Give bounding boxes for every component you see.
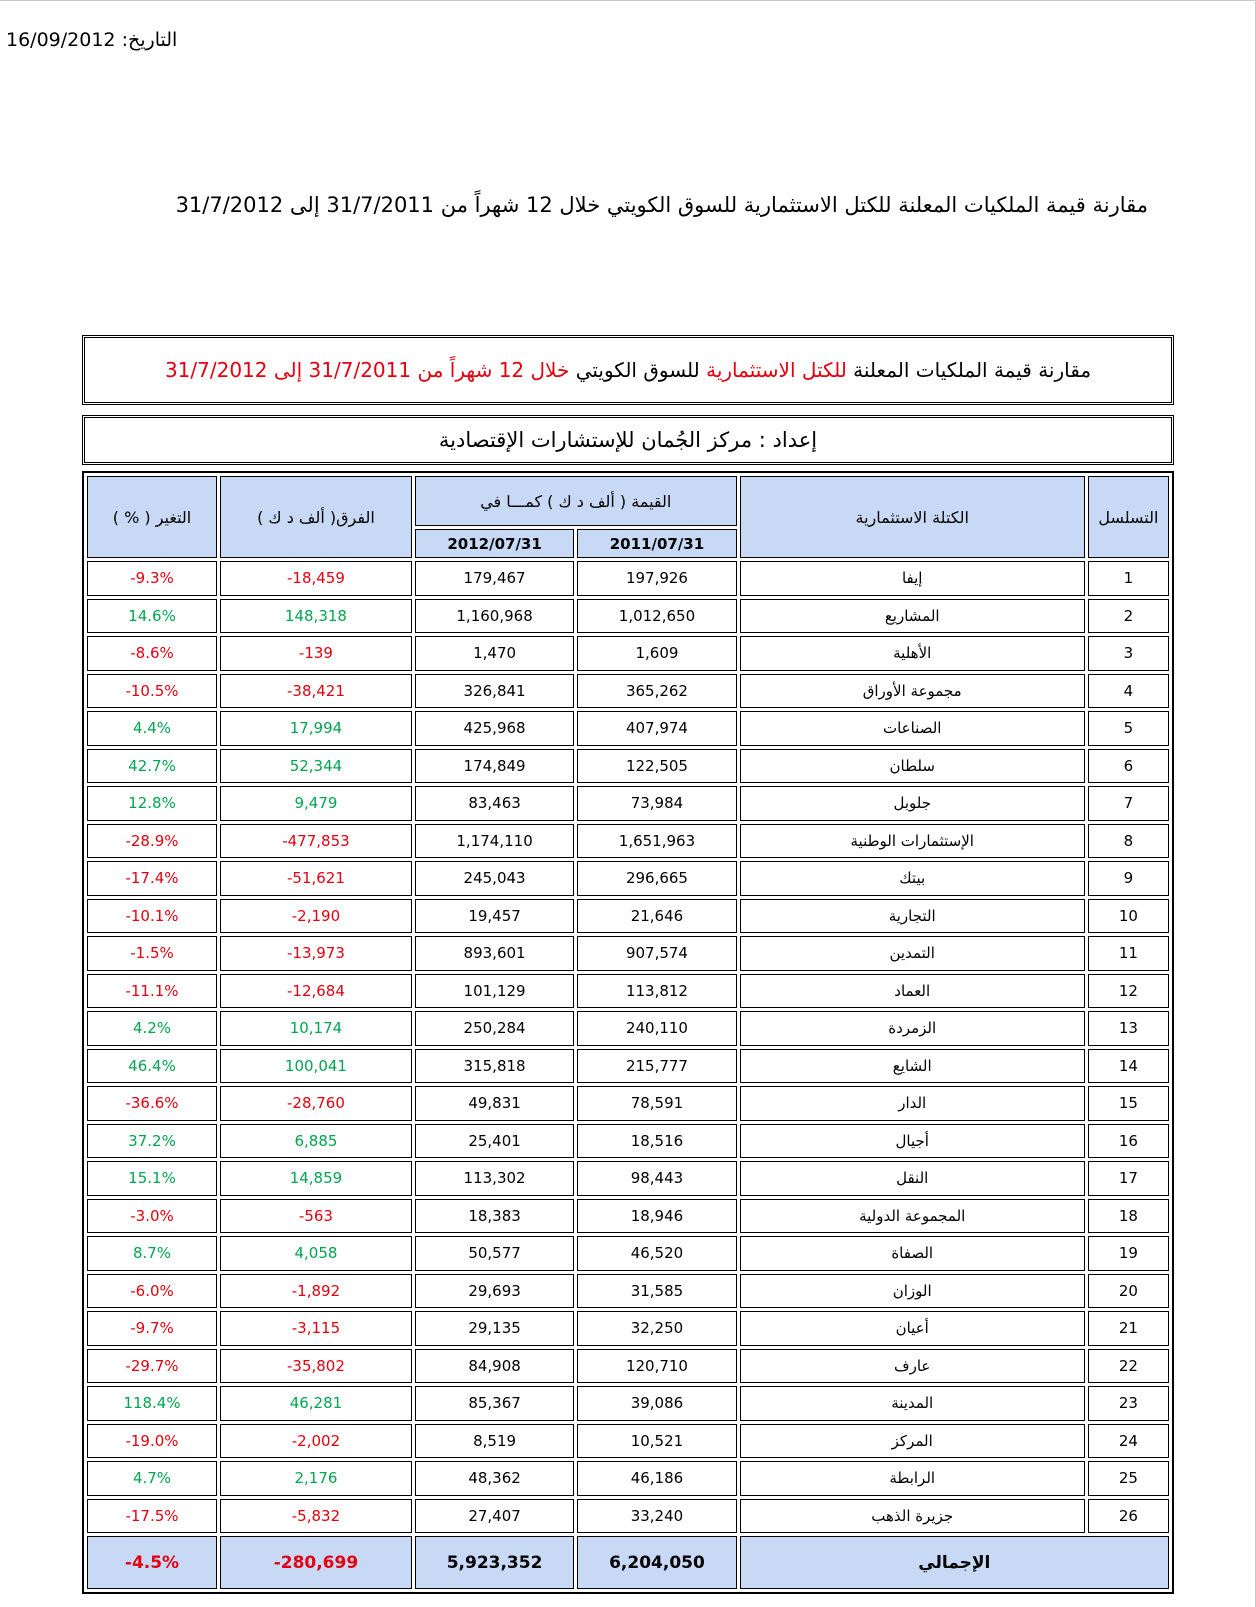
header-diff: الفرق( ألف د ك ) <box>220 476 412 558</box>
row-value-2012: 85,367 <box>415 1386 574 1421</box>
table-row <box>87 599 1169 634</box>
header-change: التغير ( % ) <box>87 476 217 558</box>
row-value-2012: 50,577 <box>415 1236 574 1271</box>
row-block-name: الزمردة <box>740 1011 1085 1046</box>
row-block-name: الصفاة <box>740 1236 1085 1271</box>
row-value-2012: 29,693 <box>415 1274 574 1309</box>
table-row <box>87 1311 1169 1346</box>
row-value-2011: 197,926 <box>577 561 736 596</box>
row-value-2012: 893,601 <box>415 936 574 971</box>
row-diff: -563 <box>220 1199 412 1234</box>
row-serial: 4 <box>1088 674 1169 709</box>
total-row <box>87 1536 1169 1589</box>
table-row <box>87 1011 1169 1046</box>
header-block: الكتلة الاستثمارية <box>740 476 1085 558</box>
row-change: -28.9% <box>87 824 217 859</box>
row-diff: 148,318 <box>220 599 412 634</box>
table-row <box>87 899 1169 934</box>
total-change: -4.5% <box>87 1536 217 1589</box>
row-value-2011: 120,710 <box>577 1349 736 1384</box>
row-block-name: مجموعة الأوراق <box>740 674 1085 709</box>
row-value-2011: 296,665 <box>577 861 736 896</box>
row-value-2011: 21,646 <box>577 899 736 934</box>
row-value-2012: 1,174,110 <box>415 824 574 859</box>
row-value-2011: 32,250 <box>577 1311 736 1346</box>
row-value-2012: 113,302 <box>415 1161 574 1196</box>
row-diff: 9,479 <box>220 786 412 821</box>
row-value-2011: 240,110 <box>577 1011 736 1046</box>
row-block-name: المشاريع <box>740 599 1085 634</box>
row-change: 4.4% <box>87 711 217 746</box>
row-block-name: جلوبل <box>740 786 1085 821</box>
row-serial: 22 <box>1088 1349 1169 1384</box>
row-block-name: التجارية <box>740 899 1085 934</box>
row-change: 15.1% <box>87 1161 217 1196</box>
table-row <box>87 1274 1169 1309</box>
table-row <box>87 561 1169 596</box>
row-value-2011: 122,505 <box>577 749 736 784</box>
row-change: 8.7% <box>87 1236 217 1271</box>
prepared-by-box <box>82 415 1174 465</box>
table-title-box <box>82 335 1174 405</box>
row-block-name: سلطان <box>740 749 1085 784</box>
header-value: القيمة ( ألف د ك ) كمـــا في <box>415 476 737 526</box>
row-block-name: بيتك <box>740 861 1085 896</box>
row-block-name: الصناعات <box>740 711 1085 746</box>
row-value-2012: 27,407 <box>415 1499 574 1534</box>
row-value-2012: 29,135 <box>415 1311 574 1346</box>
row-change: -11.1% <box>87 974 217 1009</box>
row-diff: -477,853 <box>220 824 412 859</box>
row-value-2012: 245,043 <box>415 861 574 896</box>
row-block-name: الشايع <box>740 1049 1085 1084</box>
row-diff: -35,802 <box>220 1349 412 1384</box>
row-value-2012: 18,383 <box>415 1199 574 1234</box>
row-value-2011: 78,591 <box>577 1086 736 1121</box>
row-change: -17.4% <box>87 861 217 896</box>
row-block-name: التمدين <box>740 936 1085 971</box>
table-row <box>87 1124 1169 1159</box>
row-value-2012: 1,470 <box>415 636 574 671</box>
title-part-2: للكتل الاستثمارية <box>706 358 847 382</box>
row-diff: -28,760 <box>220 1086 412 1121</box>
row-block-name: المدينة <box>740 1386 1085 1421</box>
row-serial: 12 <box>1088 974 1169 1009</box>
row-value-2011: 1,012,650 <box>577 599 736 634</box>
table-row <box>87 1461 1169 1496</box>
row-diff: 46,281 <box>220 1386 412 1421</box>
row-block-name: الوزان <box>740 1274 1085 1309</box>
holdings-table <box>82 471 1174 1594</box>
row-value-2011: 46,186 <box>577 1461 736 1496</box>
row-diff: -2,002 <box>220 1424 412 1459</box>
table-row <box>87 749 1169 784</box>
row-serial: 3 <box>1088 636 1169 671</box>
row-value-2011: 31,585 <box>577 1274 736 1309</box>
row-block-name: الرابطة <box>740 1461 1085 1496</box>
table-row <box>87 1424 1169 1459</box>
row-value-2011: 18,946 <box>577 1199 736 1234</box>
row-change: -17.5% <box>87 1499 217 1534</box>
row-value-2012: 101,129 <box>415 974 574 1009</box>
row-serial: 16 <box>1088 1124 1169 1159</box>
row-value-2011: 18,516 <box>577 1124 736 1159</box>
row-diff: 100,041 <box>220 1049 412 1084</box>
date-label: التاريخ: <box>121 29 178 51</box>
row-value-2011: 1,609 <box>577 636 736 671</box>
row-change: -19.0% <box>87 1424 217 1459</box>
row-serial: 7 <box>1088 786 1169 821</box>
row-serial: 2 <box>1088 599 1169 634</box>
row-diff: -5,832 <box>220 1499 412 1534</box>
table-row <box>87 974 1169 1009</box>
row-serial: 26 <box>1088 1499 1169 1534</box>
row-serial: 8 <box>1088 824 1169 859</box>
row-change: -29.7% <box>87 1349 217 1384</box>
row-block-name: العماد <box>740 974 1085 1009</box>
row-value-2012: 19,457 <box>415 899 574 934</box>
row-change: 4.7% <box>87 1461 217 1496</box>
row-serial: 21 <box>1088 1311 1169 1346</box>
row-diff: -3,115 <box>220 1311 412 1346</box>
total-2012: 5,923,352 <box>415 1536 574 1589</box>
table-row <box>87 824 1169 859</box>
table-row <box>87 1199 1169 1234</box>
row-value-2011: 73,984 <box>577 786 736 821</box>
row-diff: -38,421 <box>220 674 412 709</box>
row-serial: 13 <box>1088 1011 1169 1046</box>
row-serial: 18 <box>1088 1199 1169 1234</box>
table-row <box>87 1161 1169 1196</box>
row-diff: -1,892 <box>220 1274 412 1309</box>
row-change: -9.3% <box>87 561 217 596</box>
row-value-2012: 179,467 <box>415 561 574 596</box>
row-value-2011: 39,086 <box>577 1386 736 1421</box>
row-change: 42.7% <box>87 749 217 784</box>
row-block-name: الأهلية <box>740 636 1085 671</box>
row-serial: 24 <box>1088 1424 1169 1459</box>
row-change: 37.2% <box>87 1124 217 1159</box>
row-value-2011: 215,777 <box>577 1049 736 1084</box>
row-serial: 11 <box>1088 936 1169 971</box>
row-block-name: النقل <box>740 1161 1085 1196</box>
row-block-name: إيفا <box>740 561 1085 596</box>
row-block-name: أعيان <box>740 1311 1085 1346</box>
row-block-name: عارف <box>740 1349 1085 1384</box>
row-serial: 20 <box>1088 1274 1169 1309</box>
row-serial: 1 <box>1088 561 1169 596</box>
row-value-2012: 48,362 <box>415 1461 574 1496</box>
row-value-2011: 1,651,963 <box>577 824 736 859</box>
row-value-2012: 425,968 <box>415 711 574 746</box>
row-diff: -13,973 <box>220 936 412 971</box>
row-diff: 6,885 <box>220 1124 412 1159</box>
table-row <box>87 674 1169 709</box>
row-change: -6.0% <box>87 1274 217 1309</box>
row-value-2012: 250,284 <box>415 1011 574 1046</box>
table-row <box>87 711 1169 746</box>
row-diff: 10,174 <box>220 1011 412 1046</box>
row-change: 46.4% <box>87 1049 217 1084</box>
title-part-4: خلال 12 شهراً من 31/7/2011 إلى 31/7/2012 <box>164 358 570 382</box>
row-serial: 15 <box>1088 1086 1169 1121</box>
table-row <box>87 1236 1169 1271</box>
row-value-2011: 98,443 <box>577 1161 736 1196</box>
table-row <box>87 1049 1169 1084</box>
total-diff: -280,699 <box>220 1536 412 1589</box>
prepared-by-text: إعداد : مركز الجُمان للإستشارات الإقتصادية <box>438 428 818 452</box>
table-row <box>87 1349 1169 1384</box>
table-row <box>87 636 1169 671</box>
row-block-name: الدار <box>740 1086 1085 1121</box>
row-serial: 6 <box>1088 749 1169 784</box>
row-diff: -18,459 <box>220 561 412 596</box>
header-serial: التسلسل <box>1088 476 1169 558</box>
row-diff: -139 <box>220 636 412 671</box>
row-block-name: جزيرة الذهب <box>740 1499 1085 1534</box>
row-serial: 19 <box>1088 1236 1169 1271</box>
table-row <box>87 1386 1169 1421</box>
row-block-name: الإستثمارات الوطنية <box>740 824 1085 859</box>
row-serial: 14 <box>1088 1049 1169 1084</box>
total-2011: 6,204,050 <box>577 1536 736 1589</box>
row-change: -3.0% <box>87 1199 217 1234</box>
row-change: -10.1% <box>87 899 217 934</box>
row-value-2011: 907,574 <box>577 936 736 971</box>
row-value-2012: 174,849 <box>415 749 574 784</box>
row-change: -36.6% <box>87 1086 217 1121</box>
row-serial: 9 <box>1088 861 1169 896</box>
row-value-2011: 113,812 <box>577 974 736 1009</box>
row-value-2012: 326,841 <box>415 674 574 709</box>
row-change: -8.6% <box>87 636 217 671</box>
row-diff: 17,994 <box>220 711 412 746</box>
row-serial: 25 <box>1088 1461 1169 1496</box>
table-row <box>87 936 1169 971</box>
row-diff: -2,190 <box>220 899 412 934</box>
date-line <box>6 29 177 51</box>
row-value-2011: 365,262 <box>577 674 736 709</box>
row-diff: 14,859 <box>220 1161 412 1196</box>
row-value-2012: 8,519 <box>415 1424 574 1459</box>
title-part-1: مقارنة قيمة الملكيات المعلنة <box>853 358 1092 382</box>
row-value-2012: 84,908 <box>415 1349 574 1384</box>
header-date-2011: 2011/07/31 <box>577 529 736 558</box>
row-change: 118.4% <box>87 1386 217 1421</box>
row-change: 12.8% <box>87 786 217 821</box>
row-change: 4.2% <box>87 1011 217 1046</box>
total-label: الإجمالي <box>740 1536 1169 1589</box>
row-block-name: المركز <box>740 1424 1085 1459</box>
row-block-name: أجيال <box>740 1124 1085 1159</box>
row-block-name: المجموعة الدولية <box>740 1199 1085 1234</box>
title-part-3: للسوق الكويتي <box>575 358 700 382</box>
row-value-2011: 10,521 <box>577 1424 736 1459</box>
row-value-2012: 25,401 <box>415 1124 574 1159</box>
table-row <box>87 1499 1169 1534</box>
row-diff: -12,684 <box>220 974 412 1009</box>
row-value-2012: 1,160,968 <box>415 599 574 634</box>
row-serial: 10 <box>1088 899 1169 934</box>
header-date-2012: 2012/07/31 <box>415 529 574 558</box>
row-value-2011: 407,974 <box>577 711 736 746</box>
row-value-2011: 46,520 <box>577 1236 736 1271</box>
row-serial: 5 <box>1088 711 1169 746</box>
row-diff: -51,621 <box>220 861 412 896</box>
row-value-2012: 315,818 <box>415 1049 574 1084</box>
row-diff: 4,058 <box>220 1236 412 1271</box>
date-value: 16/09/2012 <box>6 29 116 51</box>
row-change: -10.5% <box>87 674 217 709</box>
table-row <box>87 1086 1169 1121</box>
row-serial: 23 <box>1088 1386 1169 1421</box>
row-value-2012: 49,831 <box>415 1086 574 1121</box>
row-change: -1.5% <box>87 936 217 971</box>
row-value-2011: 33,240 <box>577 1499 736 1534</box>
row-change: 14.6% <box>87 599 217 634</box>
table-row <box>87 861 1169 896</box>
row-change: -9.7% <box>87 1311 217 1346</box>
row-value-2012: 83,463 <box>415 786 574 821</box>
page-title: مقارنة قيمة الملكيات المعلنة للكتل الاستثمارية للسوق الكويتي خلال 12 شهراً من 31/7/2011 إلى 31/7/2012 <box>175 193 1148 217</box>
table-row <box>87 786 1169 821</box>
row-diff: 52,344 <box>220 749 412 784</box>
row-diff: 2,176 <box>220 1461 412 1496</box>
row-serial: 17 <box>1088 1161 1169 1196</box>
